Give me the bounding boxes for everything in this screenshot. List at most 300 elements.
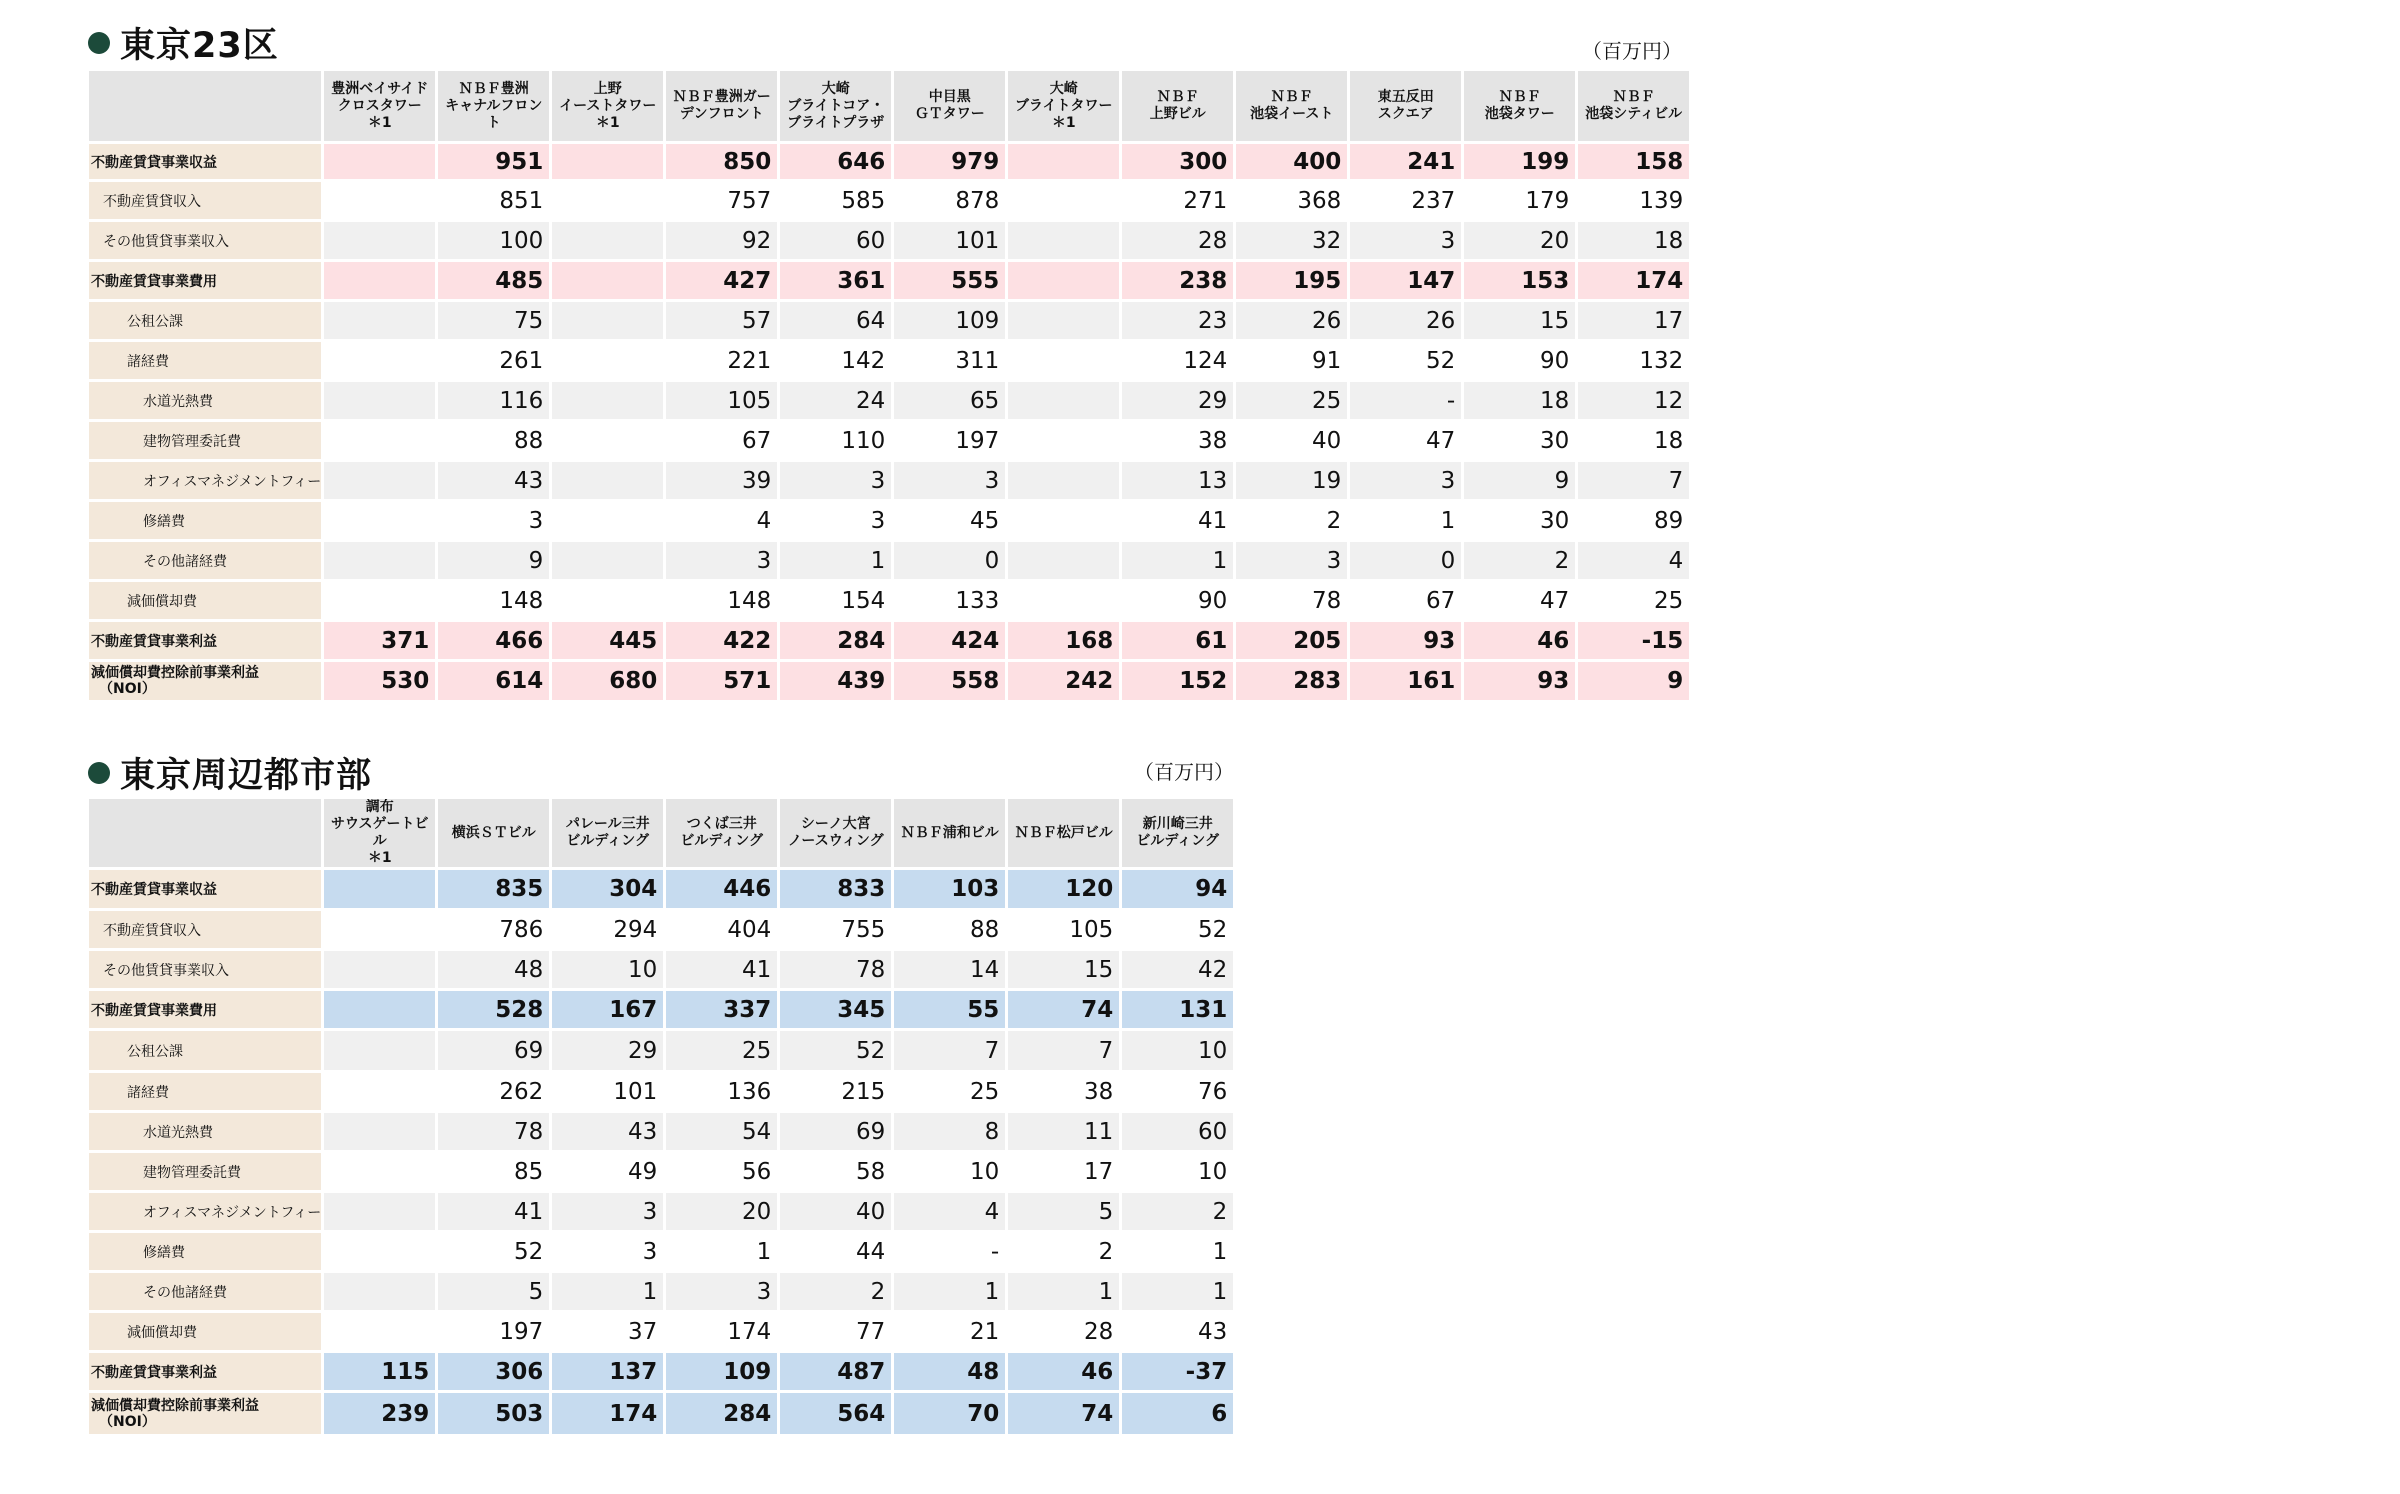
column-header-line: ＮＢＦ豊洲ガー xyxy=(672,89,771,105)
table-cell: 43 xyxy=(438,462,549,499)
row-label: その他諸経費 xyxy=(89,1273,321,1310)
table-cell: 1 xyxy=(1350,502,1461,539)
table-cell: 18 xyxy=(1464,382,1575,419)
table-cell: 52 xyxy=(780,1031,891,1070)
table-row xyxy=(89,342,1689,379)
table-cell xyxy=(552,422,663,459)
table-cell xyxy=(324,182,435,219)
table-cell: 261 xyxy=(438,342,549,379)
unit-label: （百万円） xyxy=(1134,760,1234,784)
column-header xyxy=(780,71,891,141)
row-label: 公租公課 xyxy=(89,302,321,339)
table-cell: 197 xyxy=(894,422,1005,459)
table-cell: 92 xyxy=(666,222,777,259)
table-cell: 205 xyxy=(1236,622,1347,659)
table-cell: 147 xyxy=(1350,262,1461,299)
table-cell: 21 xyxy=(894,1313,1005,1350)
table-cell xyxy=(324,1153,435,1190)
table-cell: 878 xyxy=(894,182,1005,219)
row-label: その他賃貸事業収入 xyxy=(89,951,321,988)
table-row xyxy=(89,1031,1233,1070)
table-cell xyxy=(1008,462,1119,499)
table-cell xyxy=(324,302,435,339)
row-label: 水道光熱費 xyxy=(89,1113,321,1150)
table-cell: 1 xyxy=(894,1273,1005,1310)
table-cell xyxy=(1008,302,1119,339)
table-cell: 558 xyxy=(894,662,1005,700)
table-cell: 67 xyxy=(666,422,777,459)
table-cell: 1 xyxy=(780,542,891,579)
table-cell: 424 xyxy=(894,622,1005,659)
table-cell: 2 xyxy=(1008,1233,1119,1270)
table-cell: 26 xyxy=(1236,302,1347,339)
table-cell: 139 xyxy=(1578,182,1689,219)
table-cell: 154 xyxy=(780,582,891,619)
table-cell: 7 xyxy=(1008,1031,1119,1070)
table-cell: 3 xyxy=(552,1233,663,1270)
table-cell: 153 xyxy=(1464,262,1575,299)
table-cell: 3 xyxy=(780,502,891,539)
column-header xyxy=(894,71,1005,141)
table-cell: 174 xyxy=(552,1393,663,1434)
table-cell: 23 xyxy=(1122,302,1233,339)
table-cell xyxy=(324,1031,435,1070)
table-cell: 40 xyxy=(1236,422,1347,459)
table-cell: 2 xyxy=(780,1273,891,1310)
table-cell: 105 xyxy=(1008,911,1119,948)
table-cell: 530 xyxy=(324,662,435,700)
column-header xyxy=(552,71,663,141)
table-cell: 851 xyxy=(438,182,549,219)
row-label: 減価償却費 xyxy=(89,582,321,619)
row-label: オフィスマネジメントフィー xyxy=(89,462,321,499)
column-header-line: ブライトタワー＊1 xyxy=(1014,97,1113,131)
table-cell xyxy=(552,144,663,179)
table-cell: 427 xyxy=(666,262,777,299)
table-row xyxy=(89,422,1689,459)
table-cell: -37 xyxy=(1122,1353,1233,1390)
table-cell: 88 xyxy=(438,422,549,459)
table-cell xyxy=(1008,382,1119,419)
column-header-line: ＮＢＦ豊洲 xyxy=(458,80,529,97)
table-cell: 9 xyxy=(1464,462,1575,499)
table-cell xyxy=(324,422,435,459)
table-cell xyxy=(552,502,663,539)
table-cell: -15 xyxy=(1578,622,1689,659)
table-cell: 41 xyxy=(666,951,777,988)
table-cell: 93 xyxy=(1350,622,1461,659)
table-cell: 46 xyxy=(1464,622,1575,659)
column-header-line: 東五反田 xyxy=(1377,89,1434,105)
column-header xyxy=(666,71,777,141)
row-label: 不動産賃貸事業費用 xyxy=(89,991,321,1028)
table-cell: 25 xyxy=(1236,382,1347,419)
table-cell xyxy=(324,1313,435,1350)
column-header-line: ＮＢＦ xyxy=(1498,89,1541,105)
column-header xyxy=(1236,71,1347,141)
table-row xyxy=(89,182,1689,219)
table-cell: 12 xyxy=(1578,382,1689,419)
column-header-line: 大崎 xyxy=(1049,80,1078,97)
table-cell: 571 xyxy=(666,662,777,700)
table-cell: 485 xyxy=(438,262,549,299)
table-cell: 284 xyxy=(666,1393,777,1434)
table-cell: 300 xyxy=(1122,144,1233,179)
table-cell: 75 xyxy=(438,302,549,339)
table-cell: 951 xyxy=(438,144,549,179)
table-cell: 0 xyxy=(1350,542,1461,579)
table-cell: 646 xyxy=(780,144,891,179)
table-cell: 168 xyxy=(1008,622,1119,659)
row-label: 不動産賃貸事業収益 xyxy=(89,144,321,179)
table-cell: 3 xyxy=(666,542,777,579)
column-header-line: 上野 xyxy=(593,80,622,97)
table-cell: 52 xyxy=(1122,911,1233,948)
table-cell: 2 xyxy=(1122,1193,1233,1230)
table-row xyxy=(89,870,1233,908)
table-cell xyxy=(552,222,663,259)
column-header-line: ノースウィング xyxy=(787,833,884,849)
table-cell: 20 xyxy=(1464,222,1575,259)
table-cell: 19 xyxy=(1236,462,1347,499)
table-cell xyxy=(324,1193,435,1230)
column-header xyxy=(324,799,435,867)
table-cell: 221 xyxy=(666,342,777,379)
table-row xyxy=(89,1073,1233,1110)
column-header-line: ＊1 xyxy=(367,850,392,866)
table-row xyxy=(89,462,1689,499)
table-cell: 105 xyxy=(666,382,777,419)
table-cell: 238 xyxy=(1122,262,1233,299)
table-cell: 1 xyxy=(552,1273,663,1310)
table-cell: 242 xyxy=(1008,662,1119,700)
column-header xyxy=(1122,71,1233,141)
table-cell: 43 xyxy=(1122,1313,1233,1350)
table-cell: 10 xyxy=(894,1153,1005,1190)
table-cell: - xyxy=(1350,382,1461,419)
table-row xyxy=(89,991,1233,1028)
table-cell: 5 xyxy=(438,1273,549,1310)
row-label: 建物管理委託費 xyxy=(89,1153,321,1190)
table-cell: 56 xyxy=(666,1153,777,1190)
table-row xyxy=(89,1273,1233,1310)
column-header-line: ＮＢＦ浦和ビル xyxy=(900,824,999,841)
table-cell: 4 xyxy=(1578,542,1689,579)
table-cell: 43 xyxy=(552,1113,663,1150)
table-cell: 74 xyxy=(1008,991,1119,1028)
column-header-line: 中目黒 xyxy=(928,89,971,105)
table-cell: 110 xyxy=(780,422,891,459)
table-cell: 979 xyxy=(894,144,1005,179)
table-row xyxy=(89,502,1689,539)
table-cell: 30 xyxy=(1464,502,1575,539)
table-cell: 833 xyxy=(780,870,891,908)
table-cell: 39 xyxy=(666,462,777,499)
column-header-line: 池袋イースト xyxy=(1250,106,1334,122)
column-header xyxy=(780,799,891,867)
table-cell: 70 xyxy=(894,1393,1005,1434)
table-cell: 89 xyxy=(1578,502,1689,539)
table-cell: 109 xyxy=(894,302,1005,339)
table-cell: 13 xyxy=(1122,462,1233,499)
table-cell: 10 xyxy=(552,951,663,988)
table-cell: 78 xyxy=(1236,582,1347,619)
table-cell xyxy=(552,542,663,579)
table-cell: 555 xyxy=(894,262,1005,299)
table-row xyxy=(89,144,1689,179)
table-cell: 9 xyxy=(438,542,549,579)
table-cell: 466 xyxy=(438,622,549,659)
table-cell: 74 xyxy=(1008,1393,1119,1434)
column-header xyxy=(1008,71,1119,141)
table-row xyxy=(89,262,1689,299)
table-row xyxy=(89,622,1689,659)
column-header-line: デンフロント xyxy=(679,106,764,122)
table-cell: 116 xyxy=(438,382,549,419)
table-cell xyxy=(1008,222,1119,259)
table-cell: 757 xyxy=(666,182,777,219)
table-cell xyxy=(1008,582,1119,619)
table-cell: 18 xyxy=(1578,222,1689,259)
table-cell: 148 xyxy=(666,582,777,619)
table-cell xyxy=(324,991,435,1028)
row-label-line: 減価償却費控除前事業利益 xyxy=(91,1397,259,1414)
table-cell: 0 xyxy=(894,542,1005,579)
table-cell: 17 xyxy=(1008,1153,1119,1190)
table-cell: 8 xyxy=(894,1113,1005,1150)
table-cell: 40 xyxy=(780,1193,891,1230)
column-header-line: キャナルフロント xyxy=(445,97,543,131)
table-cell: 167 xyxy=(552,991,663,1028)
table-cell: 38 xyxy=(1122,422,1233,459)
table-cell: - xyxy=(894,1233,1005,1270)
table-cell: 29 xyxy=(1122,382,1233,419)
table-cell: 174 xyxy=(666,1313,777,1350)
column-header-line: ビルディング xyxy=(680,833,764,849)
table-cell xyxy=(324,502,435,539)
table-cell: 158 xyxy=(1578,144,1689,179)
row-label: 不動産賃貸事業利益 xyxy=(89,622,321,659)
table-cell: 25 xyxy=(666,1031,777,1070)
column-header-line: 新川崎三井 xyxy=(1142,816,1213,832)
row-label: 減価償却費 xyxy=(89,1313,321,1350)
table-cell xyxy=(552,582,663,619)
row-label: 不動産賃貸収入 xyxy=(89,911,321,948)
header-corner xyxy=(89,71,321,141)
table-cell: 1 xyxy=(1122,1233,1233,1270)
table-cell xyxy=(1008,502,1119,539)
table-cell: 41 xyxy=(1122,502,1233,539)
table-row xyxy=(89,382,1689,419)
table-cell: 85 xyxy=(438,1153,549,1190)
table-cell: 241 xyxy=(1350,144,1461,179)
table-row xyxy=(89,1393,1233,1434)
table-cell: 284 xyxy=(780,622,891,659)
table-cell: 3 xyxy=(1350,462,1461,499)
table-cell: 42 xyxy=(1122,951,1233,988)
column-header-line: 横浜ＳＴビル xyxy=(451,824,536,841)
suburbs-table xyxy=(86,796,1236,1437)
column-header-line: 池袋シティビル xyxy=(1585,106,1683,122)
unit-label: （百万円） xyxy=(1582,39,1682,63)
table-cell: 115 xyxy=(324,1353,435,1390)
table-cell: 65 xyxy=(894,382,1005,419)
table-cell: 20 xyxy=(666,1193,777,1230)
table-cell: 3 xyxy=(552,1193,663,1230)
table-cell: 7 xyxy=(894,1031,1005,1070)
column-header xyxy=(1578,71,1689,141)
table-cell: 6 xyxy=(1122,1393,1233,1434)
table-cell: 18 xyxy=(1578,422,1689,459)
table-cell xyxy=(552,342,663,379)
column-header-line: ＮＢＦ xyxy=(1612,89,1655,105)
column-header xyxy=(438,799,549,867)
table-cell: 439 xyxy=(780,662,891,700)
table-cell: 3 xyxy=(1350,222,1461,259)
table-cell: 137 xyxy=(552,1353,663,1390)
table-cell: 400 xyxy=(1236,144,1347,179)
table-cell: 88 xyxy=(894,911,1005,948)
table-cell: 2 xyxy=(1236,502,1347,539)
row-label: 不動産賃貸事業収益 xyxy=(89,870,321,908)
table-cell: 17 xyxy=(1578,302,1689,339)
table-cell: 680 xyxy=(552,662,663,700)
table-cell: 25 xyxy=(1578,582,1689,619)
table-cell: 3 xyxy=(780,462,891,499)
table-cell xyxy=(324,382,435,419)
table-cell: 32 xyxy=(1236,222,1347,259)
table-cell: 174 xyxy=(1578,262,1689,299)
table-cell: 28 xyxy=(1122,222,1233,259)
table-cell: 179 xyxy=(1464,182,1575,219)
table-cell: 90 xyxy=(1122,582,1233,619)
table-cell: 3 xyxy=(1236,542,1347,579)
table-cell: 304 xyxy=(552,870,663,908)
table-cell: 47 xyxy=(1464,582,1575,619)
column-header-line: ＊1 xyxy=(367,114,392,131)
table-cell xyxy=(324,222,435,259)
table-cell: 44 xyxy=(780,1233,891,1270)
table-cell: 142 xyxy=(780,342,891,379)
table-row xyxy=(89,1353,1233,1390)
table-cell: 60 xyxy=(780,222,891,259)
row-label: 修繕費 xyxy=(89,502,321,539)
row-label: オフィスマネジメントフィー xyxy=(89,1193,321,1230)
table-cell xyxy=(1008,422,1119,459)
table-cell: 152 xyxy=(1122,662,1233,700)
column-header xyxy=(552,799,663,867)
table-cell: 564 xyxy=(780,1393,891,1434)
table-cell xyxy=(324,342,435,379)
table-cell: 446 xyxy=(666,870,777,908)
table-cell: 136 xyxy=(666,1073,777,1110)
table-cell: 585 xyxy=(780,182,891,219)
table-cell: 503 xyxy=(438,1393,549,1434)
table-cell xyxy=(1008,144,1119,179)
table-cell xyxy=(324,1113,435,1150)
column-header xyxy=(894,799,1005,867)
table-row xyxy=(89,1153,1233,1190)
table-cell: 445 xyxy=(552,622,663,659)
header-corner xyxy=(89,799,321,867)
row-label xyxy=(89,662,321,700)
table-cell: 58 xyxy=(780,1153,891,1190)
table-row xyxy=(89,542,1689,579)
table-cell: 49 xyxy=(552,1153,663,1190)
section-title-tokyo23 xyxy=(88,18,279,68)
bullet-dot-icon xyxy=(88,762,110,784)
table-cell: 3 xyxy=(438,502,549,539)
row-label: その他諸経費 xyxy=(89,542,321,579)
table-cell xyxy=(552,382,663,419)
row-label-line: （NOI） xyxy=(99,1413,156,1430)
table-cell: 15 xyxy=(1464,302,1575,339)
row-label: 修繕費 xyxy=(89,1233,321,1270)
column-header xyxy=(438,71,549,141)
table-cell: 361 xyxy=(780,262,891,299)
table-row xyxy=(89,582,1689,619)
table-cell: 215 xyxy=(780,1073,891,1110)
table-cell xyxy=(552,182,663,219)
table-cell: 69 xyxy=(780,1113,891,1150)
table-row xyxy=(89,1313,1233,1350)
table-cell xyxy=(324,542,435,579)
column-header-line: ビルディング xyxy=(1136,833,1220,849)
table-cell: 93 xyxy=(1464,662,1575,700)
column-header-line: ＧＴタワー xyxy=(914,106,985,122)
column-header-line: イーストタワー＊1 xyxy=(559,97,657,131)
table-cell: 64 xyxy=(780,302,891,339)
table-cell: 786 xyxy=(438,911,549,948)
row-label: 建物管理委託費 xyxy=(89,422,321,459)
table-cell: 48 xyxy=(438,951,549,988)
table-cell: 26 xyxy=(1350,302,1461,339)
header-row xyxy=(89,71,1689,141)
table-cell: 528 xyxy=(438,991,549,1028)
table-cell: 197 xyxy=(438,1313,549,1350)
column-header-line: ブライトコア・ xyxy=(787,97,885,114)
table-row xyxy=(89,222,1689,259)
table-cell: 100 xyxy=(438,222,549,259)
column-header-line: パレール三井 xyxy=(565,816,650,832)
table-cell xyxy=(324,582,435,619)
table-cell: 9 xyxy=(1578,662,1689,700)
table-cell: 271 xyxy=(1122,182,1233,219)
row-label xyxy=(89,1393,321,1434)
column-header-line: クロスタワー xyxy=(337,97,422,114)
table-cell: 614 xyxy=(438,662,549,700)
row-label: 不動産賃貸事業費用 xyxy=(89,262,321,299)
table-cell xyxy=(324,911,435,948)
row-label: 諸経費 xyxy=(89,1073,321,1110)
table-cell: 109 xyxy=(666,1353,777,1390)
table-cell: 311 xyxy=(894,342,1005,379)
table-cell: 14 xyxy=(894,951,1005,988)
table-cell: 133 xyxy=(894,582,1005,619)
column-header xyxy=(1464,71,1575,141)
table-cell: 10 xyxy=(1122,1153,1233,1190)
table-cell: 47 xyxy=(1350,422,1461,459)
table-cell xyxy=(324,951,435,988)
table-cell: 1 xyxy=(1122,1273,1233,1310)
table-cell: 54 xyxy=(666,1113,777,1150)
column-header xyxy=(1122,799,1233,867)
column-header-line: 池袋タワー xyxy=(1484,106,1555,122)
column-header-line: 豊洲ベイサイド xyxy=(331,80,429,97)
section-title-suburbs xyxy=(88,748,372,798)
table-cell: 124 xyxy=(1122,342,1233,379)
table-cell: 41 xyxy=(438,1193,549,1230)
